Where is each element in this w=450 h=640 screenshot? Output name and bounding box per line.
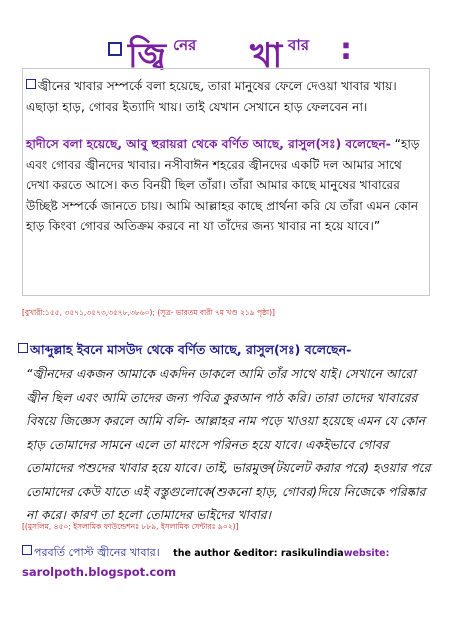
title-part-3: খা (250, 36, 283, 76)
title-part-2: নের (173, 36, 197, 54)
site-link[interactable]: sarolpoth.blogspot.com (22, 565, 177, 579)
title-part-1: জ্বি (128, 36, 166, 76)
intro-paragraph (26, 76, 426, 117)
hadith-2-body: “জ্বীনদের একজন আমাকে একদিন ডাকলে আমি তাঁর সাথে যাই। সেখানে আরো জ্বীন ছিল এবং আমি তাদের জন্য পবিত্র কুরআন পাঠ করি। তারা তাদের খাবারের বিষয়ে জিজ্ঞেস করলে আমি বলি- আল্লাহর নাম পড়ে খাওয়া হয়েছে এমন যে কোন হাড় তোমাদের সামনে এলে তা মাংসে পরিনত হয়ে যাবে। একইভাবে গোবর তোমাদের পশুদের খাবার হয়ে যাবে। তাই, ভারমুক্ত(টয়লেট করার পরে) হওয়ার পরে তোমাদের কেউ যাতে এই বস্তুগুলোকে(শুকনো হাড়, গোবর)দিয়ে নিজেকে পরিষ্কার না করে। কারণ তা হলো তোমাদের ভাইদের খাবার। (26, 366, 431, 522)
title-part-5: : (340, 32, 352, 67)
checkbox-icon (18, 343, 28, 353)
footer (22, 544, 389, 563)
hadith-paragraph-1 (26, 134, 426, 237)
intro-text: জ্বীনের খাবার সম্পর্কে বলা হয়েছে, তারা মানুষের ফেলে দেওয়া খাবার খায়। এছাড়া হাড়, গোবর ইত্যাদি খায়। তাই যেখান সেখানে হাড় ফেলবেন না। (26, 79, 397, 114)
next-post-link[interactable]: পরবর্তি পোস্ট জ্বীনের খাবার। (34, 546, 160, 559)
hadith-1-body: “হাড় এবং গোবর জ্বীনদের খাবার। নসীবাঈন শহরের জ্বীনদের একটি দল আমার সাথে দেখা করতে আসে। কত বিনয়ী ছিল তাঁরা। তাঁরা আমার কাছে মানুষের খাবারের উচ্ছিষ্ট সম্পর্কে জানতে চায়। আমি আল্লাহর কাছে প্রার্থনা করি যে তাঁরা এমন কোন হাড় কিংবা গোবর অতিক্রম করবে না যা তাঁদের জন্য খাবার না হয়ে যাবে।” (26, 137, 420, 233)
checkbox-icon (26, 79, 36, 89)
title-part-4: বার (288, 36, 309, 54)
reference-2: [(মুসলিম, ৪৫০; ইসলামিক ফাউন্ডেশনঃ ৮৮৯, ইসলামিক সেন্টারঃ ৯০২)] (22, 522, 239, 531)
checkbox-icon (22, 545, 32, 555)
hadith-2-heading-wrapper (18, 342, 351, 362)
reference-1: [বুখারী:১৫৫, ৩৫৭১,৩৫৭৩,৩৫৭৮,৩৮৬০); (সূত্র- ভারতম বারী ৭ম খণ্ড ২১৯ পৃষ্ঠা)] (22, 308, 275, 317)
author-credit: the author &editor: rasikulindia (173, 548, 344, 559)
hadith-1-heading: হাদীসে বলা হয়েছে, আবু হুরায়রা থেকে বর্ণিত আছে, রাসুল(সঃ) বলেছেন- (26, 137, 391, 151)
checkbox-icon (108, 42, 122, 56)
website-label: website: (343, 548, 390, 559)
hadith-2-heading: আব্দুল্লাহ ইবনে মাসউদ থেকে বর্ণিত আছে, রাসুল(সঃ) বলেছেন- (30, 342, 352, 357)
